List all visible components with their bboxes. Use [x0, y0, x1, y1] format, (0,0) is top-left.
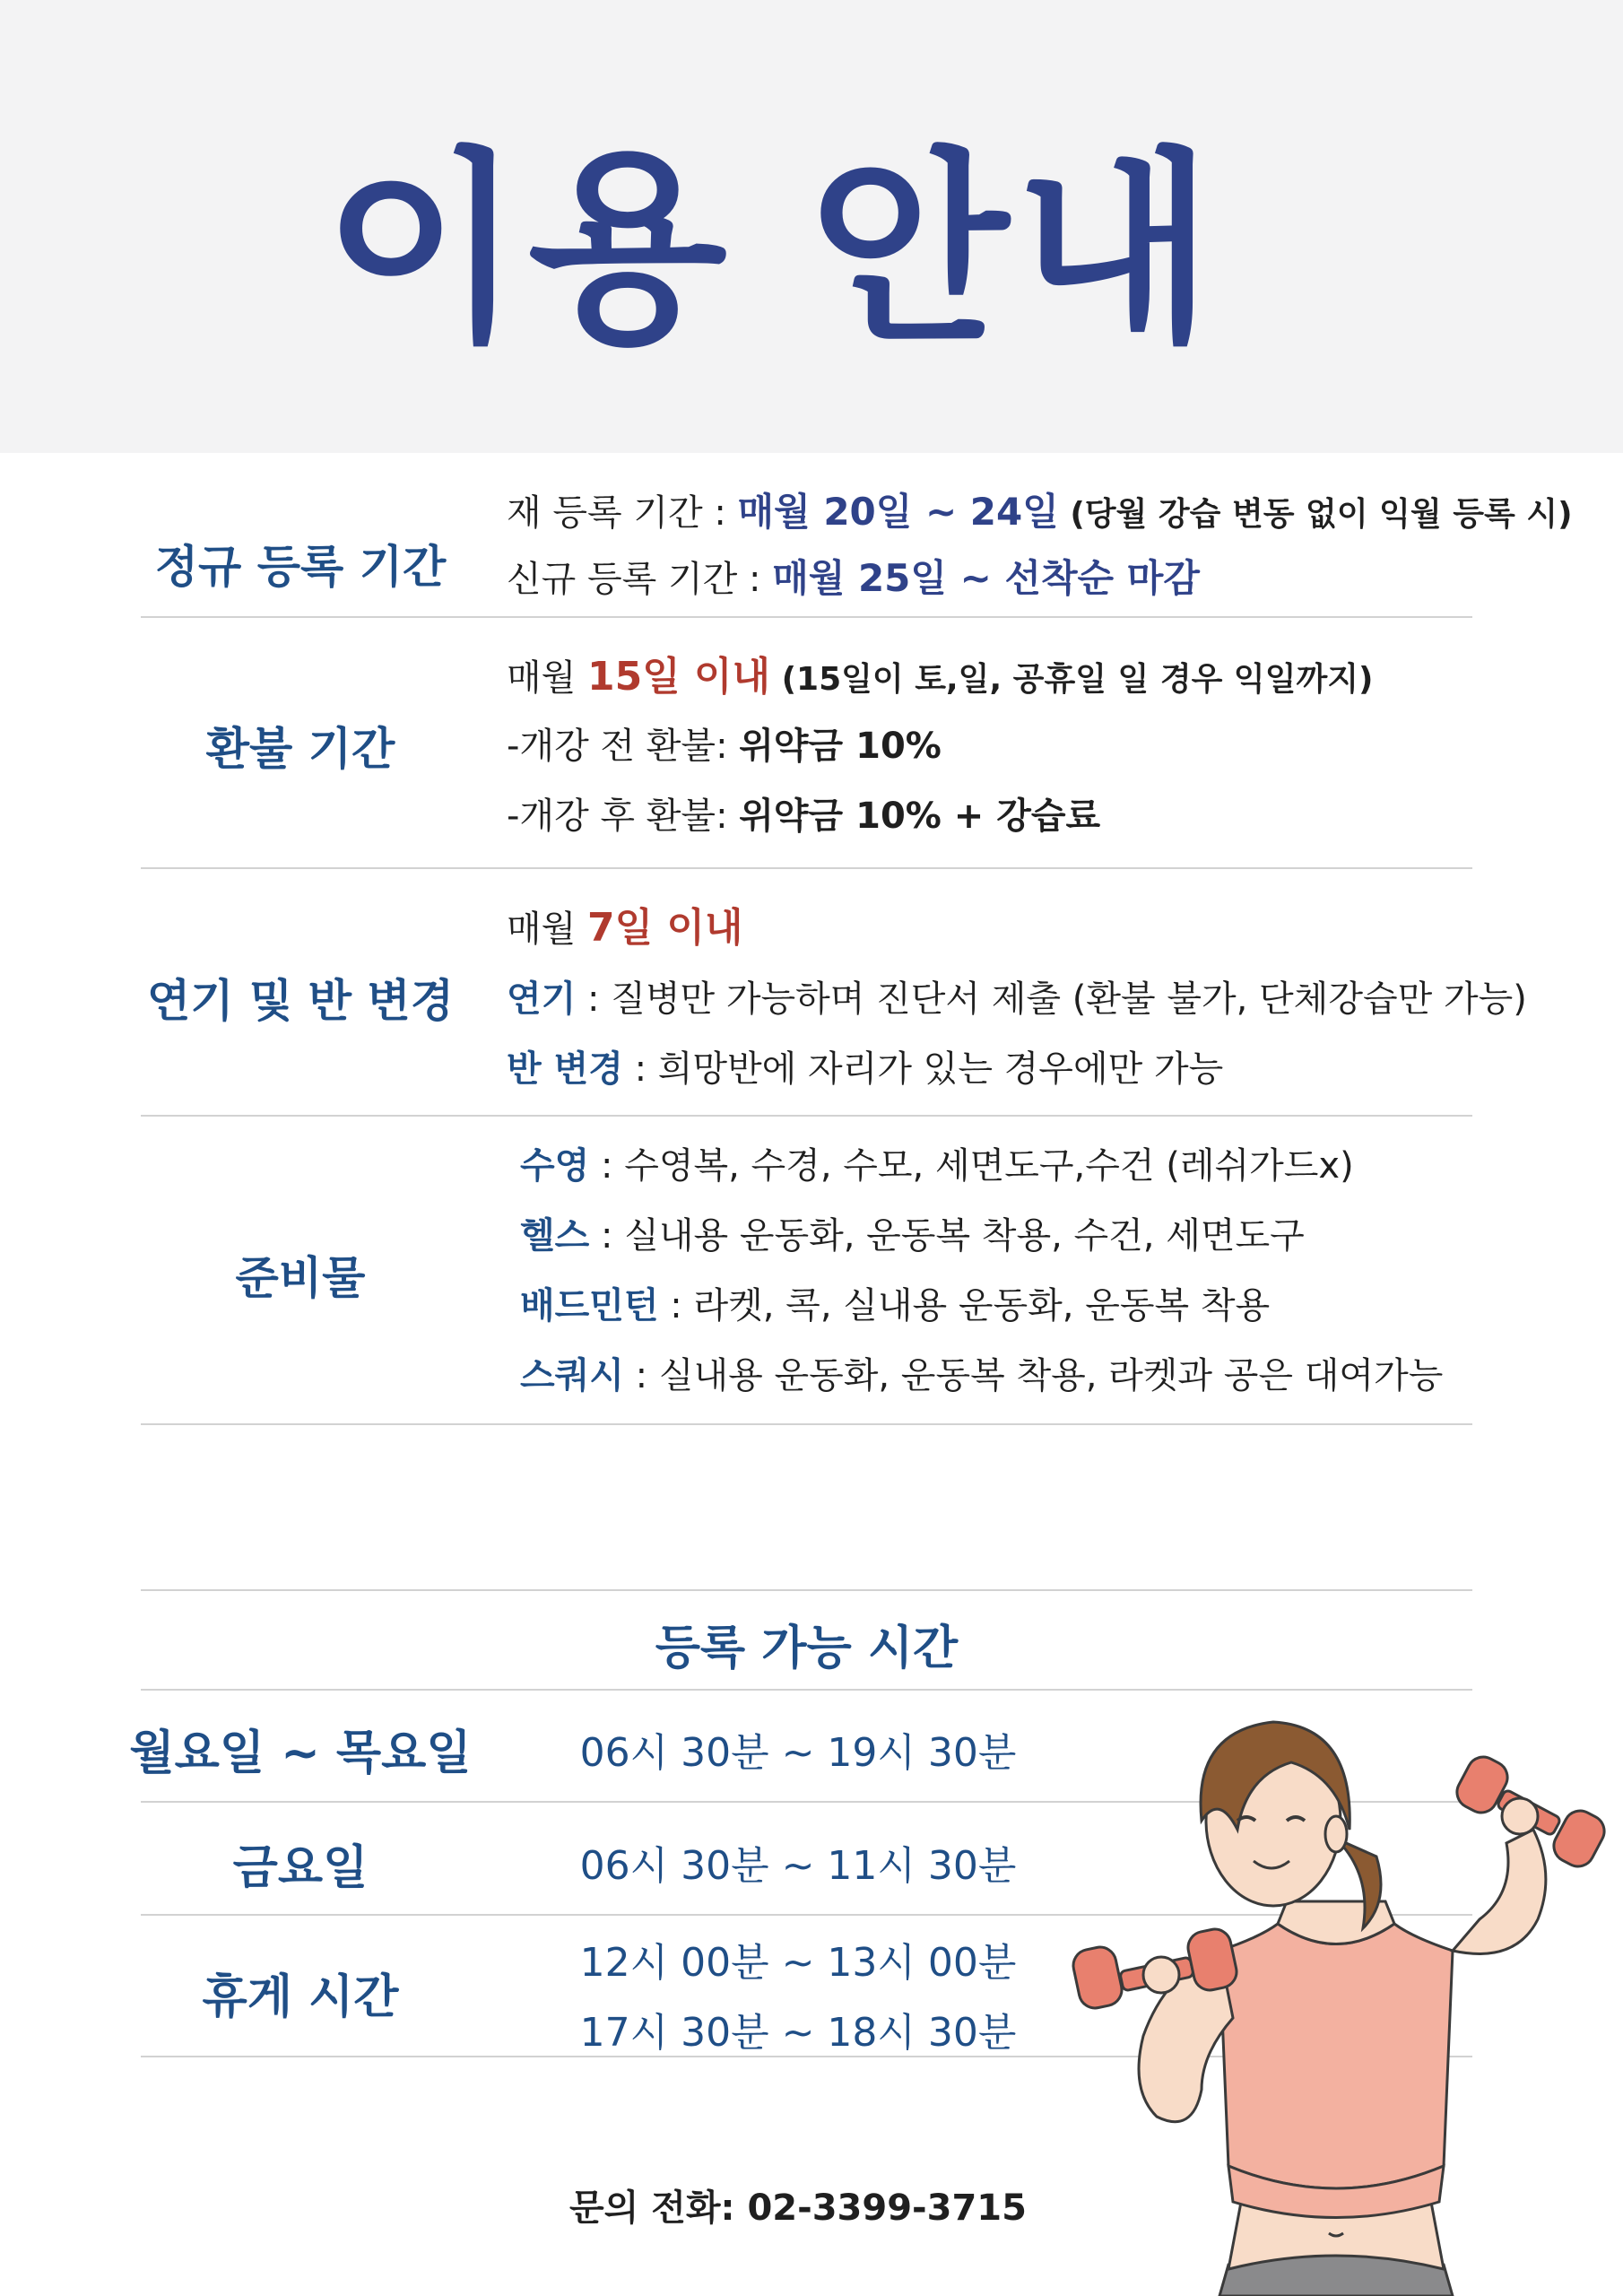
class-change-text: : 희망반에 자리가 있는 경우에만 가능: [622, 1048, 1224, 1090]
new-registration-period: 매월 25일 ~ 선착순 마감: [772, 556, 1200, 600]
postpone-deadline: 7일 이내: [587, 905, 743, 951]
refund-after-value: 위약금 10% + 강습료: [739, 796, 1101, 837]
divider: [141, 867, 1472, 869]
contact-phone: 문의 전화: 02-3399-3715: [569, 2187, 1027, 2229]
class-change-key: 반 변경: [507, 1048, 623, 1090]
refund-line-2: [507, 718, 942, 769]
refund-line-1-prefix: 매월: [507, 657, 587, 699]
header-banner: [0, 0, 1623, 453]
refund-line-1: [507, 644, 1373, 701]
refund-line-3: [507, 787, 1100, 839]
supply-text: : 수영복, 수경, 수모, 세면도구,수건 (레쉬가드x): [589, 1145, 1354, 1187]
regular-registration-label: 정규 등록 기간: [154, 541, 447, 593]
refund-before-value: 위약금 10%: [739, 726, 942, 767]
schedule-day-mon-thu: 월요일 ~ 목요일: [129, 1726, 472, 1780]
schedule-time-break-1: 12시 00분 ~ 13시 00분: [579, 1940, 1017, 1986]
divider: [141, 616, 1472, 618]
supply-item: [520, 1277, 1270, 1328]
refund-note: (15일이 토,일, 공휴일 일 경우 익일까지): [770, 661, 1374, 698]
re-registration-period: 매월 20일 ~ 24일: [737, 490, 1059, 534]
new-registration-prefix: 신규 등록 기간 :: [507, 559, 773, 600]
refund-period-label: 환불 기간: [205, 723, 395, 775]
divider: [141, 1589, 1472, 1591]
refund-after-prefix: -개강 후 환불:: [507, 796, 740, 837]
supply-key: 스쿼시: [520, 1355, 624, 1396]
postpone-line-1-prefix: 매월: [507, 909, 587, 950]
supply-text: : 라켓, 콕, 실내용 운동화, 운동복 착용: [658, 1285, 1271, 1326]
re-registration-prefix: 재 등록 기간 :: [507, 492, 738, 534]
postpone-line-1: [507, 895, 742, 952]
divider: [141, 1115, 1472, 1117]
supply-text: : 실내용 운동화, 운동복 착용, 수건, 세면도구: [589, 1215, 1305, 1257]
page-title: 이용 안내: [323, 131, 1219, 370]
supply-item: [520, 1347, 1443, 1398]
schedule-time-break-2: 17시 30분 ~ 18시 30분: [579, 2010, 1017, 2056]
supply-key: 수영: [520, 1145, 590, 1187]
divider: [141, 1423, 1472, 1425]
re-registration-line: [507, 483, 1573, 536]
supply-text: : 실내용 운동화, 운동복 착용, 라켓과 공은 대여가능: [623, 1355, 1444, 1396]
woman-with-dumbbells-illustration: [1067, 1695, 1623, 2296]
supplies-label: 준비물: [235, 1252, 366, 1304]
schedule-time-mon-thu: 06시 30분 ~ 19시 30분: [579, 1730, 1017, 1776]
refund-deadline: 15일 이내: [587, 654, 771, 700]
re-registration-note: (당월 강습 변동 없이 익월 등록 시): [1058, 496, 1573, 533]
divider: [141, 1689, 1472, 1691]
postpone-line-2: [507, 970, 1527, 1022]
postpone-key: 연기: [507, 978, 577, 1020]
schedule-day-break: 휴게 시간: [202, 1970, 399, 2024]
supply-key: 배드민턴: [520, 1285, 659, 1326]
postpone-text: : 질병만 가능하며 진단서 제출 (환불 불가, 단체강습만 가능): [576, 978, 1527, 1020]
supply-item: [520, 1137, 1354, 1188]
refund-before-prefix: -개강 전 환불:: [507, 726, 740, 767]
supply-item: [520, 1207, 1305, 1258]
supply-key: 헬스: [520, 1215, 590, 1257]
schedule-title: 등록 가능 시간: [655, 1622, 959, 1675]
schedule-time-fri: 06시 30분 ~ 11시 30분: [579, 1843, 1017, 1889]
schedule-day-fri: 금요일: [232, 1841, 369, 1895]
postpone-label: 연기 및 반 변경: [146, 975, 455, 1027]
postpone-line-3: [507, 1040, 1223, 1091]
new-registration-line: [507, 549, 1200, 603]
